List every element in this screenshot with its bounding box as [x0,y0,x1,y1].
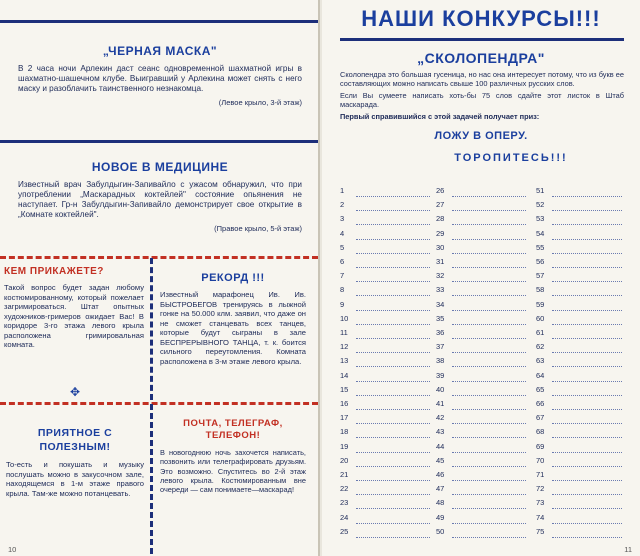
answer-line[interactable] [452,366,526,367]
entry-number: 33 [436,285,445,295]
contests-header-text: НАШИ КОНКУРСЫ!!! [361,6,601,31]
answer-line[interactable] [552,239,622,240]
entry-number: 20 [340,455,349,465]
answer-line[interactable] [452,352,526,353]
answer-line[interactable] [452,210,526,211]
hurry-text: ТОРОПИТЕСЬ!!! [454,152,568,164]
entry-number: 3 [340,214,345,224]
entry-number: 4 [340,228,345,238]
dashed-vertical-bottom [150,404,153,554]
page-number-right: 11 [624,545,632,554]
post-body: В новогоднюю ночь захочется написать, позвонить или телеграфировать друзьям. Это возможно. Спуститесь во 2-й этаж левого крыла. Костюмированным вне очереди — сам понимаете—маскарад! [160,448,306,495]
entry-number: 41 [436,399,445,408]
page-number-left: 10 [8,545,17,554]
answer-line[interactable] [356,281,430,282]
answer-line[interactable] [452,452,526,453]
entry-number: 64 [536,370,545,380]
entry-number: 74 [536,512,545,522]
answer-line[interactable] [356,395,430,396]
entry-number: 1 [340,186,345,195]
answer-line[interactable] [552,310,622,311]
answer-line[interactable] [452,224,526,225]
post-title: ПОЧТА, ТЕЛЕГРАФ, ТЕЛЕФОН! [183,418,283,441]
answer-line[interactable] [552,196,622,197]
entry-number: 7 [340,271,345,281]
entry-number: 47 [436,484,445,494]
contest-p3: Первый справившийся с этой задачей получает приз: [340,112,540,121]
answer-line[interactable] [452,437,526,438]
answer-line[interactable] [452,239,526,240]
answer-line[interactable] [552,352,622,353]
answer-line[interactable] [356,224,430,225]
entry-number: 24 [340,512,349,522]
top-rule [0,20,318,23]
mask-body: В 2 часа ночи Арлекин даст сеанс одновременной шахматной игры в шахматно-шашечном клубе. Выигравший у Арлекина может снять с него маску и разоблачить таинственного незнакомца. [18,64,302,93]
entry-number: 42 [436,413,445,423]
entry-number: 51 [536,186,545,195]
entry-number: 43 [436,427,445,437]
entry-number: 35 [436,313,445,323]
entry-number: 37 [436,342,445,352]
entry-number: 22 [340,484,349,494]
entry-number: 61 [536,328,545,337]
answer-line[interactable] [552,366,622,367]
order-section [4,266,144,350]
entry-number: 30 [436,242,445,252]
answer-line[interactable] [552,267,622,268]
answer-line[interactable] [356,352,430,353]
entry-number: 56 [536,257,545,266]
hurry-box [382,152,640,164]
answer-line[interactable] [356,494,430,495]
scolopendra-title: „СКОЛОПЕНДРА" [417,50,545,66]
entry-number: 63 [536,356,545,366]
record-body: Известный марафонец Ив. Ив. БЫСТРОБЕГОВ тренируясь в лыжной гонке на 50.000 клм. заявил, что даже он не сможет станцевать всех танцев, которые будут сыграны в зале БЕСПРЕРЫВНОГО ТАНЦА, т. к. боится сильного переутомления. Комната расположена в 3-м этаже левого крыла. [160,290,306,366]
entry-number: 25 [340,526,349,536]
entry-number: 27 [436,200,445,210]
entry-number: 36 [436,328,445,337]
answer-line[interactable] [552,224,622,225]
answer-line[interactable] [356,196,430,197]
post-section [160,418,306,494]
entry-number: 45 [436,455,445,465]
entry-number: 15 [340,384,349,394]
answer-line[interactable] [552,210,622,211]
contests-header [322,6,640,32]
entry-number: 46 [436,470,445,479]
answer-line[interactable] [552,381,622,382]
entry-number: 59 [536,299,545,309]
answer-line[interactable] [356,366,430,367]
entry-number: 11 [340,328,348,337]
entry-number: 17 [340,413,349,423]
contest-text [340,70,624,121]
answer-line[interactable] [452,381,526,382]
answer-line[interactable] [452,253,526,254]
answer-line[interactable] [356,381,430,382]
order-body: Такой вопрос будет задан любому костюмированному, который пожелает загримироваться. Штат опытных художников-гримеров ожидает Вас! В коридоре 3-го этажа левого крыла расположена гримировальная комната. [4,283,144,349]
answer-line[interactable] [452,480,526,481]
answer-line[interactable] [452,537,526,538]
answer-line[interactable] [452,295,526,296]
entry-number: 54 [536,228,545,238]
answer-line[interactable] [356,295,430,296]
entry-number: 72 [536,484,545,494]
order-title: КЕМ ПРИКАЖЕТЕ? [4,266,104,277]
entry-number: 13 [340,356,349,366]
answer-line[interactable] [552,466,622,467]
answer-line[interactable] [552,452,622,453]
entry-number: 52 [536,200,545,210]
dashed-rule-bottom [0,402,318,405]
entry-number: 50 [436,526,445,536]
answer-line[interactable] [552,253,622,254]
entry-number: 28 [436,214,445,224]
entry-number: 70 [536,455,545,465]
ornament-icon: ✥ [69,385,81,399]
answer-line[interactable] [356,324,430,325]
answer-line[interactable] [356,537,430,538]
contest-p2: Если Вы сумеете написать хоть-бы 75 слов сдайте этот листок в Штаб маскарада. [340,91,624,109]
answer-line[interactable] [356,508,430,509]
divider-rule [0,140,318,143]
answer-line[interactable] [552,508,622,509]
entry-number: 6 [340,257,345,266]
entry-number: 2 [340,200,345,210]
answer-line[interactable] [356,338,430,339]
answer-line[interactable] [356,239,430,240]
entry-number: 34 [436,299,445,309]
answer-line[interactable] [356,310,430,311]
answer-line[interactable] [452,267,526,268]
answer-line[interactable] [552,324,622,325]
answer-line[interactable] [356,466,430,467]
entry-number: 31 [436,257,445,266]
answer-line[interactable] [552,423,622,424]
answer-line[interactable] [452,310,526,311]
entry-number: 10 [340,313,349,323]
prize-text: ЛОЖУ В ОПЕРУ. [434,130,528,142]
answer-line[interactable] [552,338,622,339]
answer-line[interactable] [552,523,622,524]
answer-line[interactable] [356,210,430,211]
entry-number: 40 [436,384,445,394]
entry-number: 60 [536,313,545,323]
answer-line[interactable] [452,494,526,495]
answer-line[interactable] [356,409,430,410]
entry-number: 29 [436,228,445,238]
answer-line[interactable] [552,281,622,282]
entry-number: 67 [536,413,545,423]
answer-line[interactable] [452,324,526,325]
entry-number: 62 [536,342,545,352]
medicine-section [18,160,302,233]
answer-line[interactable] [552,437,622,438]
answer-line[interactable] [452,423,526,424]
answer-line[interactable] [452,466,526,467]
entry-number: 53 [536,214,545,224]
entry-number: 49 [436,512,445,522]
scolopendra-title-box [322,50,640,66]
answer-line[interactable] [356,253,430,254]
entry-number: 58 [536,285,545,295]
answer-line[interactable] [356,452,430,453]
answer-line[interactable] [552,494,622,495]
entry-number: 73 [536,498,545,508]
answer-line[interactable] [356,437,430,438]
entry-number: 8 [340,285,345,295]
entry-number: 21 [340,470,349,479]
header-rule [340,38,624,41]
useful-title: ПРИЯТНОЕ С ПОЛЕЗНЫМ! [37,427,113,453]
answer-line[interactable] [552,409,622,410]
entry-number: 66 [536,399,545,408]
dashed-vertical-top [150,258,153,400]
answer-line[interactable] [452,281,526,282]
entry-number: 68 [536,427,545,437]
answer-line[interactable] [552,537,622,538]
entry-number: 44 [436,441,445,451]
entry-number: 65 [536,384,545,394]
entry-number: 48 [436,498,445,508]
entry-number: 5 [340,242,345,252]
contest-p1: Сколопендра это большая гусеница, но нас она интересует потому, что из букв ее составляющих можно написать свыше 100 различных русских слов. [340,70,624,88]
entry-number: 19 [340,441,349,451]
entry-number: 71 [536,470,545,479]
entry-number: 57 [536,271,545,281]
medicine-body: Известный врач Забулдыгин-Запивайло с ужасом обнаружил, что при употреблении „Маскарадных коктейлей" состояние опьянения не наступает. Гр-н Забулдыгин-Запивайло демонстрирует свое открытие в „Комнате коктейлей". [18,180,302,219]
useful-body: То-есть и покушать и музыку послушать можно в закусочном зале, находящемся в 1-м этаже правого крыла. Там-же можно потанцевать. [6,460,144,498]
word-grid [340,186,626,542]
mask-section [18,44,302,107]
entry-number: 18 [340,427,349,437]
entry-number: 16 [340,399,349,408]
answer-line[interactable] [552,480,622,481]
medicine-note: (Правое крыло, 5-й этаж) [214,224,302,233]
answer-line[interactable] [552,395,622,396]
answer-line[interactable] [452,395,526,396]
answer-line[interactable] [452,508,526,509]
answer-line[interactable] [356,523,430,524]
entry-number: 38 [436,356,445,366]
useful-section [6,426,144,498]
entry-number: 23 [340,498,349,508]
answer-line[interactable] [452,523,526,524]
answer-line[interactable] [452,338,526,339]
entry-number: 39 [436,370,445,380]
answer-line[interactable] [452,196,526,197]
entry-number: 75 [536,526,545,536]
entry-number: 9 [340,299,345,309]
entry-number: 26 [436,186,445,195]
mask-note: (Левое крыло, 3-й этаж) [218,98,302,107]
right-page [322,0,640,556]
answer-line[interactable] [356,423,430,424]
entry-number: 14 [340,370,349,380]
mask-title: „ЧЕРНАЯ МАСКА" [102,44,218,58]
medicine-title: НОВОЕ В МЕДИЦИНЕ [91,160,229,174]
entry-number: 55 [536,242,545,252]
answer-line[interactable] [552,295,622,296]
entry-number: 32 [436,271,445,281]
prize-box [322,130,640,142]
answer-line[interactable] [356,480,430,481]
entry-number: 69 [536,441,545,451]
answer-line[interactable] [452,409,526,410]
dashed-rule-top [0,256,318,259]
answer-line[interactable] [356,267,430,268]
record-section [160,272,306,366]
entry-number: 12 [340,342,349,352]
record-title: РЕКОРД !!! [201,272,265,284]
